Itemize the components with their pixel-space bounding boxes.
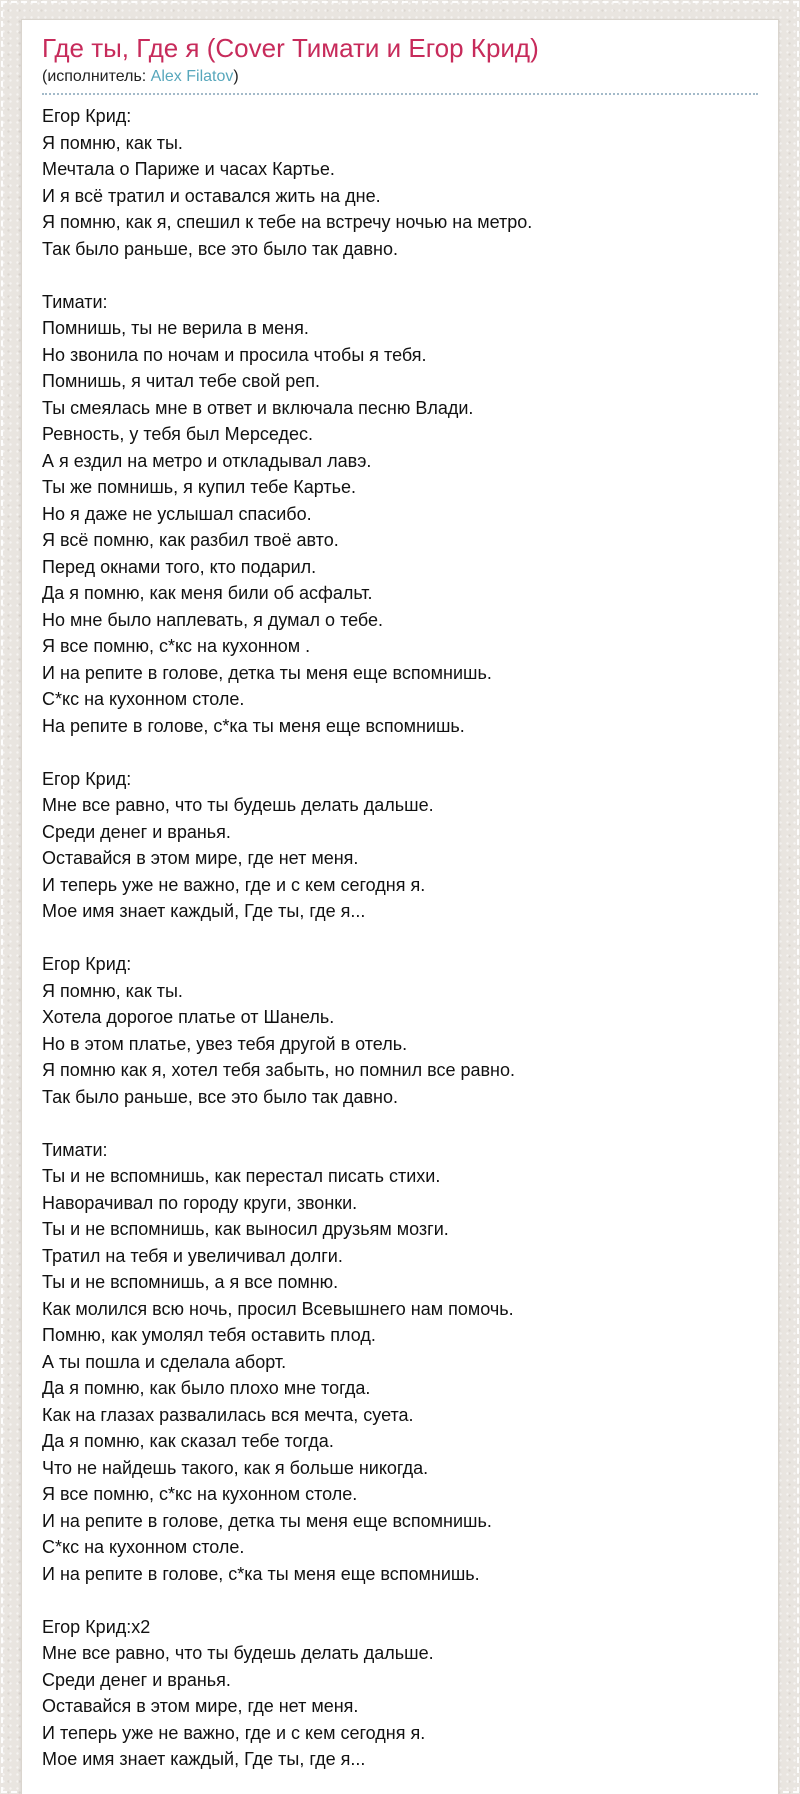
stanza	[42, 1137, 758, 1588]
lyric-line: Мне все равно, что ты будешь делать дальше.	[42, 1643, 434, 1663]
stanza	[42, 1614, 758, 1773]
lyric-line: А я ездил на метро и откладывал лавэ.	[42, 450, 372, 471]
lyric-line: Помню, как умолял тебя оставить плод.	[42, 1325, 376, 1345]
lyric-line: Помнишь, я читал тебе свой реп.	[42, 371, 321, 391]
lyric-line: Хотела дорогое платье от Шанель.	[42, 1007, 335, 1027]
lyric-line: На репите в голове, с*ка ты меня еще вспомнишь.	[42, 715, 465, 736]
lyric-line: И на репите в голове, с*ка ты меня еще вспомнишь.	[42, 1563, 480, 1584]
lyric-line: Ты смеялась мне в ответ и включала песню Влади.	[42, 397, 474, 418]
lyric-line: Ты же помнишь, я купил тебе Картье.	[42, 477, 356, 497]
lyric-line: Да я помню, как было плохо мне тогда.	[42, 1378, 371, 1398]
lyric-line: Помнишь, ты не верила в меня.	[42, 318, 309, 338]
lyric-line: Егор Крид:	[42, 768, 132, 789]
lyric-line: Да я помню, как сказал тебе тогда.	[42, 1431, 334, 1451]
lyric-line: Мне все равно, что ты будешь делать дальше.	[42, 795, 434, 815]
lyric-line: И теперь уже не важно, где и с кем сегодня я.	[42, 874, 426, 895]
lyric-line: Егор Крид:	[42, 106, 132, 126]
lyric-line: С*кс на кухонном столе.	[42, 1537, 245, 1557]
performer-suffix: )	[233, 68, 239, 85]
stanza	[42, 951, 758, 1110]
lyric-line: А ты пошла и сделала аборт.	[42, 1351, 287, 1372]
lyric-line: Да я помню, как меня били об асфальт.	[42, 583, 373, 603]
stanza	[42, 766, 758, 925]
stanza	[42, 289, 758, 740]
song-title: Где ты, Где я (Cover Тимати и Егор Крид)	[42, 33, 539, 63]
lyric-line: Ревность, у тебя был Мерседес.	[42, 424, 313, 444]
lyrics-text	[42, 95, 758, 1773]
lyric-line: Я помню как я, хотел тебя забыть, но помнил все равно.	[42, 1060, 515, 1080]
lyric-line: Ты и не вспомнишь, а я все помню.	[42, 1272, 339, 1292]
lyric-line: И теперь уже не важно, где и с кем сегодня я.	[42, 1722, 426, 1743]
lyric-line: Как молился всю ночь, просил Всевышнего нам помочь.	[42, 1298, 514, 1319]
lyric-line: Егор Крид:x2	[42, 1616, 151, 1637]
lyric-line: Но я даже не услышал спасибо.	[42, 503, 312, 524]
artist-link[interactable]: Alex Filatov	[150, 68, 234, 85]
lyric-line: Как на глазах развалилась вся мечта, суета.	[42, 1404, 414, 1425]
lyric-line: И я всё тратил и оставался жить на дне.	[42, 185, 381, 206]
lyric-line: Тратил на тебя и увеличивал долги.	[42, 1245, 343, 1266]
lyric-line: Среди денег и вранья.	[42, 821, 231, 842]
lyric-line: Я помню, как ты.	[42, 132, 183, 153]
lyric-line: Что не найдешь такого, как я больше никогда.	[42, 1457, 429, 1478]
lyric-line: Но мне было наплевать, я думал о тебе.	[42, 609, 384, 630]
performer-line	[42, 67, 758, 95]
lyric-line: Ты и не вспомнишь, как перестал писать стихи.	[42, 1166, 441, 1186]
lyric-line: Но звонила по ночам и просила чтобы я тебя.	[42, 344, 427, 365]
lyric-line: Мое имя знает каждый, Где ты, где я...	[42, 901, 366, 921]
lyric-line: Мечтала о Париже и часах Картье.	[42, 159, 335, 179]
lyric-line: Оставайся в этом мире, где нет меня.	[42, 848, 359, 868]
lyric-line: Я все помню, с*кс на кухонном .	[42, 636, 311, 656]
lyric-line: И на репите в голове, детка ты меня еще вспомнишь.	[42, 1510, 492, 1531]
lyric-line: Наворачивал по городу круги, звонки.	[42, 1192, 358, 1213]
performer-label: (исполнитель:	[42, 68, 151, 85]
lyric-line: С*кс на кухонном столе.	[42, 689, 245, 709]
lyric-line: Оставайся в этом мире, где нет меня.	[42, 1696, 359, 1716]
lyric-line: Я помню, как я, спешил к тебе на встречу ночью на метро.	[42, 212, 533, 232]
lyric-line: Так было раньше, все это было так давно.	[42, 238, 398, 259]
lyric-line: Но в этом платье, увез тебя другой в отель.	[42, 1033, 408, 1054]
lyric-line: Ты и не вспомнишь, как выносил друзьям мозги.	[42, 1219, 449, 1239]
lyric-line: Я помню, как ты.	[42, 980, 183, 1001]
lyric-line: И на репите в голове, детка ты меня еще вспомнишь.	[42, 662, 492, 683]
lyric-line: Я все помню, с*кс на кухонном столе.	[42, 1484, 358, 1504]
lyric-line: Тимати:	[42, 291, 108, 312]
lyric-line: Я всё помню, как разбил твоё авто.	[42, 530, 339, 550]
lyric-line: Тимати:	[42, 1139, 108, 1160]
lyric-line: Перед окнами того, кто подарил.	[42, 556, 317, 577]
lyric-line: Среди денег и вранья.	[42, 1669, 231, 1690]
stanza	[42, 103, 758, 262]
lyrics-card	[21, 19, 779, 1794]
lyric-line: Мое имя знает каждый, Где ты, где я...	[42, 1749, 366, 1769]
lyric-line: Так было раньше, все это было так давно.	[42, 1086, 398, 1107]
lyric-line: Егор Крид:	[42, 954, 132, 974]
